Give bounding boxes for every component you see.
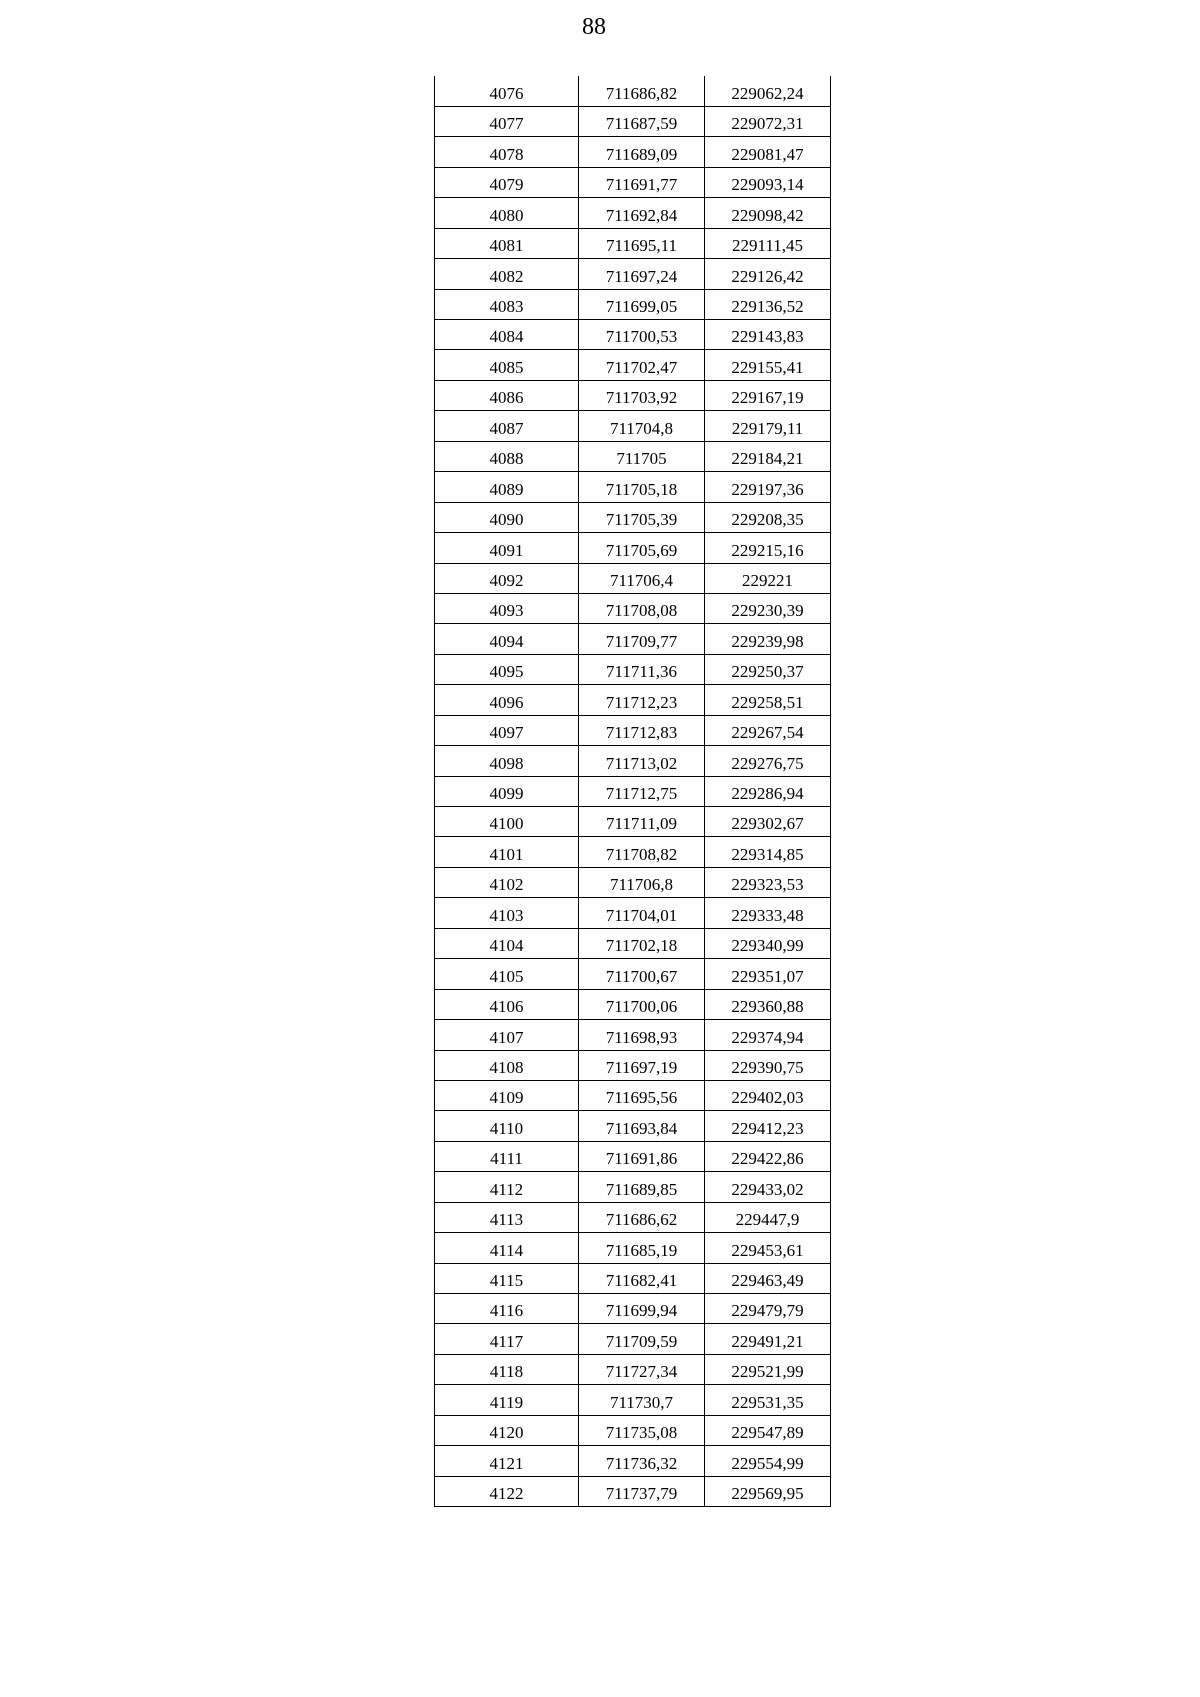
coordinates-table [434,76,831,1507]
point-number-cell: 4090 [435,502,579,532]
y-coordinate-cell: 229554,99 [705,1446,831,1476]
table-row [435,837,831,867]
x-coordinate-cell: 711700,67 [579,959,705,989]
y-coordinate-cell: 229179,11 [705,411,831,441]
x-coordinate-cell: 711695,11 [579,228,705,258]
x-coordinate-cell: 711686,62 [579,1202,705,1232]
table-row [435,1385,831,1415]
y-coordinate-cell: 229258,51 [705,685,831,715]
x-coordinate-cell: 711708,08 [579,593,705,623]
table-row [435,1202,831,1232]
x-coordinate-cell: 711697,19 [579,1050,705,1080]
table-row [435,289,831,319]
y-coordinate-cell: 229167,19 [705,380,831,410]
y-coordinate-cell: 229340,99 [705,928,831,958]
y-coordinate-cell: 229276,75 [705,746,831,776]
point-number-cell: 4092 [435,563,579,593]
point-number-cell: 4104 [435,928,579,958]
x-coordinate-cell: 711708,82 [579,837,705,867]
y-coordinate-cell: 229136,52 [705,289,831,319]
y-coordinate-cell: 229286,94 [705,776,831,806]
y-coordinate-cell: 229390,75 [705,1050,831,1080]
point-number-cell: 4078 [435,137,579,167]
table-row [435,685,831,715]
table-row [435,746,831,776]
table-row [435,1233,831,1263]
point-number-cell: 4082 [435,259,579,289]
table-row [435,1354,831,1384]
y-coordinate-cell: 229531,35 [705,1385,831,1415]
point-number-cell: 4080 [435,198,579,228]
y-coordinate-cell: 229197,36 [705,472,831,502]
y-coordinate-cell: 229374,94 [705,1020,831,1050]
table-row [435,380,831,410]
point-number-cell: 4091 [435,533,579,563]
point-number-cell: 4094 [435,624,579,654]
table-row [435,989,831,1019]
point-number-cell: 4111 [435,1141,579,1171]
table-row [435,898,831,928]
table-body [435,76,831,1507]
y-coordinate-cell: 229491,21 [705,1324,831,1354]
x-coordinate-cell: 711686,82 [579,76,705,106]
table-row [435,1172,831,1202]
table-row [435,502,831,532]
y-coordinate-cell: 229447,9 [705,1202,831,1232]
x-coordinate-cell: 711699,05 [579,289,705,319]
x-coordinate-cell: 711711,09 [579,807,705,837]
point-number-cell: 4079 [435,167,579,197]
x-coordinate-cell: 711730,7 [579,1385,705,1415]
x-coordinate-cell: 711698,93 [579,1020,705,1050]
table-row [435,533,831,563]
table-row [435,593,831,623]
x-coordinate-cell: 711706,8 [579,867,705,897]
x-coordinate-cell: 711692,84 [579,198,705,228]
x-coordinate-cell: 711691,86 [579,1141,705,1171]
table-row [435,928,831,958]
x-coordinate-cell: 711712,23 [579,685,705,715]
y-coordinate-cell: 229230,39 [705,593,831,623]
x-coordinate-cell: 711706,4 [579,563,705,593]
y-coordinate-cell: 229433,02 [705,1172,831,1202]
x-coordinate-cell: 711703,92 [579,380,705,410]
table-row [435,1415,831,1445]
table-row [435,228,831,258]
point-number-cell: 4083 [435,289,579,319]
y-coordinate-cell: 229098,42 [705,198,831,228]
point-number-cell: 4086 [435,380,579,410]
point-number-cell: 4119 [435,1385,579,1415]
x-coordinate-cell: 711737,79 [579,1476,705,1506]
y-coordinate-cell: 229155,41 [705,350,831,380]
point-number-cell: 4088 [435,441,579,471]
point-number-cell: 4116 [435,1294,579,1324]
table-row [435,1141,831,1171]
x-coordinate-cell: 711727,34 [579,1354,705,1384]
table-row [435,624,831,654]
table-row [435,715,831,745]
table-row [435,959,831,989]
point-number-cell: 4081 [435,228,579,258]
point-number-cell: 4118 [435,1354,579,1384]
y-coordinate-cell: 229547,89 [705,1415,831,1445]
point-number-cell: 4101 [435,837,579,867]
table-row [435,1020,831,1050]
x-coordinate-cell: 711697,24 [579,259,705,289]
x-coordinate-cell: 711693,84 [579,1111,705,1141]
y-coordinate-cell: 229521,99 [705,1354,831,1384]
table-row [435,776,831,806]
y-coordinate-cell: 229412,23 [705,1111,831,1141]
y-coordinate-cell: 229250,37 [705,654,831,684]
y-coordinate-cell: 229062,24 [705,76,831,106]
point-number-cell: 4102 [435,867,579,897]
y-coordinate-cell: 229314,85 [705,837,831,867]
x-coordinate-cell: 711705,69 [579,533,705,563]
y-coordinate-cell: 229093,14 [705,167,831,197]
table-row [435,1080,831,1110]
y-coordinate-cell: 229453,61 [705,1233,831,1263]
point-number-cell: 4117 [435,1324,579,1354]
table-row [435,167,831,197]
x-coordinate-cell: 711713,02 [579,746,705,776]
y-coordinate-cell: 229184,21 [705,441,831,471]
point-number-cell: 4106 [435,989,579,1019]
point-number-cell: 4112 [435,1172,579,1202]
point-number-cell: 4099 [435,776,579,806]
x-coordinate-cell: 711735,08 [579,1415,705,1445]
y-coordinate-cell: 229302,67 [705,807,831,837]
table-row [435,654,831,684]
x-coordinate-cell: 711689,09 [579,137,705,167]
x-coordinate-cell: 711705,18 [579,472,705,502]
y-coordinate-cell: 229239,98 [705,624,831,654]
x-coordinate-cell: 711695,56 [579,1080,705,1110]
point-number-cell: 4110 [435,1111,579,1141]
table-row [435,1324,831,1354]
point-number-cell: 4089 [435,472,579,502]
point-number-cell: 4103 [435,898,579,928]
y-coordinate-cell: 229402,03 [705,1080,831,1110]
point-number-cell: 4107 [435,1020,579,1050]
point-number-cell: 4105 [435,959,579,989]
y-coordinate-cell: 229143,83 [705,320,831,350]
x-coordinate-cell: 711685,19 [579,1233,705,1263]
point-number-cell: 4122 [435,1476,579,1506]
y-coordinate-cell: 229208,35 [705,502,831,532]
y-coordinate-cell: 229111,45 [705,228,831,258]
point-number-cell: 4098 [435,746,579,776]
x-coordinate-cell: 711705,39 [579,502,705,532]
point-number-cell: 4114 [435,1233,579,1263]
x-coordinate-cell: 711687,59 [579,106,705,136]
point-number-cell: 4087 [435,411,579,441]
y-coordinate-cell: 229072,31 [705,106,831,136]
x-coordinate-cell: 711689,85 [579,1172,705,1202]
table-row [435,137,831,167]
y-coordinate-cell: 229267,54 [705,715,831,745]
x-coordinate-cell: 711702,47 [579,350,705,380]
table-row [435,1476,831,1506]
y-coordinate-cell: 229422,86 [705,1141,831,1171]
point-number-cell: 4096 [435,685,579,715]
table-row [435,76,831,106]
y-coordinate-cell: 229569,95 [705,1476,831,1506]
point-number-cell: 4108 [435,1050,579,1080]
point-number-cell: 4120 [435,1415,579,1445]
y-coordinate-cell: 229479,79 [705,1294,831,1324]
x-coordinate-cell: 711702,18 [579,928,705,958]
x-coordinate-cell: 711712,83 [579,715,705,745]
table-row [435,441,831,471]
x-coordinate-cell: 711711,36 [579,654,705,684]
point-number-cell: 4085 [435,350,579,380]
table-row [435,1050,831,1080]
y-coordinate-cell: 229126,42 [705,259,831,289]
table-row [435,259,831,289]
y-coordinate-cell: 229221 [705,563,831,593]
x-coordinate-cell: 711704,8 [579,411,705,441]
table-row [435,1111,831,1141]
table-row [435,350,831,380]
point-number-cell: 4113 [435,1202,579,1232]
x-coordinate-cell: 711736,32 [579,1446,705,1476]
x-coordinate-cell: 711709,77 [579,624,705,654]
page-number: 88 [582,14,606,40]
point-number-cell: 4077 [435,106,579,136]
x-coordinate-cell: 711709,59 [579,1324,705,1354]
table-row [435,867,831,897]
x-coordinate-cell: 711699,94 [579,1294,705,1324]
x-coordinate-cell: 711705 [579,441,705,471]
y-coordinate-cell: 229351,07 [705,959,831,989]
x-coordinate-cell: 711700,06 [579,989,705,1019]
point-number-cell: 4115 [435,1263,579,1293]
y-coordinate-cell: 229463,49 [705,1263,831,1293]
point-number-cell: 4093 [435,593,579,623]
x-coordinate-cell: 711691,77 [579,167,705,197]
x-coordinate-cell: 711700,53 [579,320,705,350]
table-row [435,563,831,593]
table-row [435,1263,831,1293]
table-row [435,807,831,837]
table-row [435,411,831,441]
y-coordinate-cell: 229081,47 [705,137,831,167]
point-number-cell: 4084 [435,320,579,350]
point-number-cell: 4100 [435,807,579,837]
table-row [435,1294,831,1324]
table-row [435,1446,831,1476]
point-number-cell: 4121 [435,1446,579,1476]
y-coordinate-cell: 229333,48 [705,898,831,928]
y-coordinate-cell: 229323,53 [705,867,831,897]
x-coordinate-cell: 711704,01 [579,898,705,928]
point-number-cell: 4097 [435,715,579,745]
point-number-cell: 4076 [435,76,579,106]
table-row [435,198,831,228]
x-coordinate-cell: 711682,41 [579,1263,705,1293]
table-row [435,320,831,350]
y-coordinate-cell: 229215,16 [705,533,831,563]
point-number-cell: 4109 [435,1080,579,1110]
table-row [435,472,831,502]
point-number-cell: 4095 [435,654,579,684]
y-coordinate-cell: 229360,88 [705,989,831,1019]
table-row [435,106,831,136]
x-coordinate-cell: 711712,75 [579,776,705,806]
